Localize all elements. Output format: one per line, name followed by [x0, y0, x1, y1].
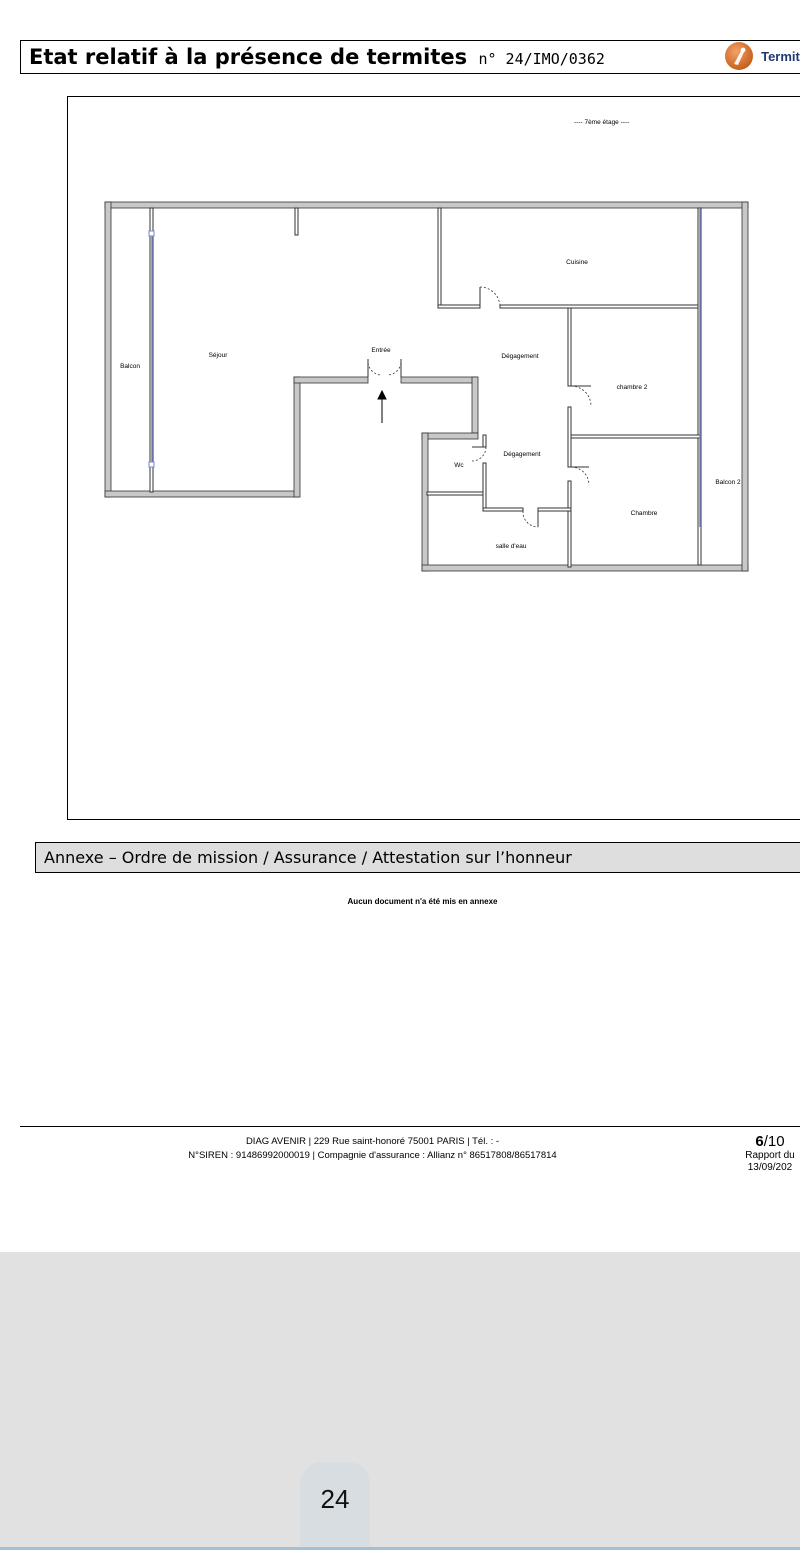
brand-name: Termit — [761, 48, 800, 64]
floor-label: ---- 7ème étage ---- — [574, 119, 630, 126]
floor-plan-drawing — [68, 97, 800, 821]
room-label-cuisine: Cuisine — [566, 259, 588, 266]
termite-logo-icon — [725, 42, 753, 70]
annex-section-header — [35, 842, 800, 873]
page-total: /10 — [763, 1133, 785, 1150]
report-title-text: Etat relatif à la présence de termites — [29, 45, 468, 69]
room-label-balcon: Balcon — [120, 363, 140, 370]
annex-title: Annexe – Ordre de mission / Assurance / Attestation sur l’honneur — [44, 848, 572, 867]
page-current: 6 — [755, 1133, 764, 1150]
room-label-salle-eau: salle d'eau — [495, 543, 527, 550]
footer-company-info — [0, 1135, 745, 1163]
page-number-badge[interactable] — [300, 1462, 370, 1546]
annex-note: Aucun document n'a été mis en annexe — [347, 897, 498, 906]
door-leaves — [368, 287, 591, 527]
report-date: 13/09/202 — [747, 1162, 793, 1173]
footer-divider — [20, 1126, 800, 1127]
floor-plan — [67, 96, 800, 820]
room-label-sejour: Séjour — [208, 352, 228, 359]
report-label: Rapport du — [745, 1150, 795, 1161]
room-label-chambre-2: chambre 2 — [616, 384, 648, 391]
room-label-entree: Entrée — [371, 347, 391, 354]
doors — [368, 287, 591, 527]
report-title — [29, 45, 605, 69]
room-label-wc: Wc — [454, 462, 464, 469]
room-label-chambre: Chambre — [630, 510, 658, 517]
room-label-degagement-1: Dégagement — [501, 353, 539, 360]
page-indicator — [726, 1133, 800, 1150]
footer-line-1: DIAG AVENIR | 229 Rue saint-honoré 75001 PARIS | Tél. : - — [245, 1136, 500, 1147]
page-number: 24 — [320, 1484, 350, 1514]
footer-line-2: N°SIREN : 91486992000019 | Compagnie d'assurance : Allianz n° 86517808/86517814 — [188, 1150, 557, 1161]
entrance-arrow-icon — [378, 391, 386, 423]
viewer-background — [0, 1252, 800, 1550]
room-label-balcon-2: Balcon 2 — [715, 479, 741, 486]
report-reference: n° 24/IMO/0362 — [478, 50, 605, 68]
page-counter — [726, 1133, 800, 1174]
brand — [725, 42, 800, 70]
report-header — [20, 40, 800, 74]
room-label-degagement-2: Dégagement — [503, 451, 541, 458]
